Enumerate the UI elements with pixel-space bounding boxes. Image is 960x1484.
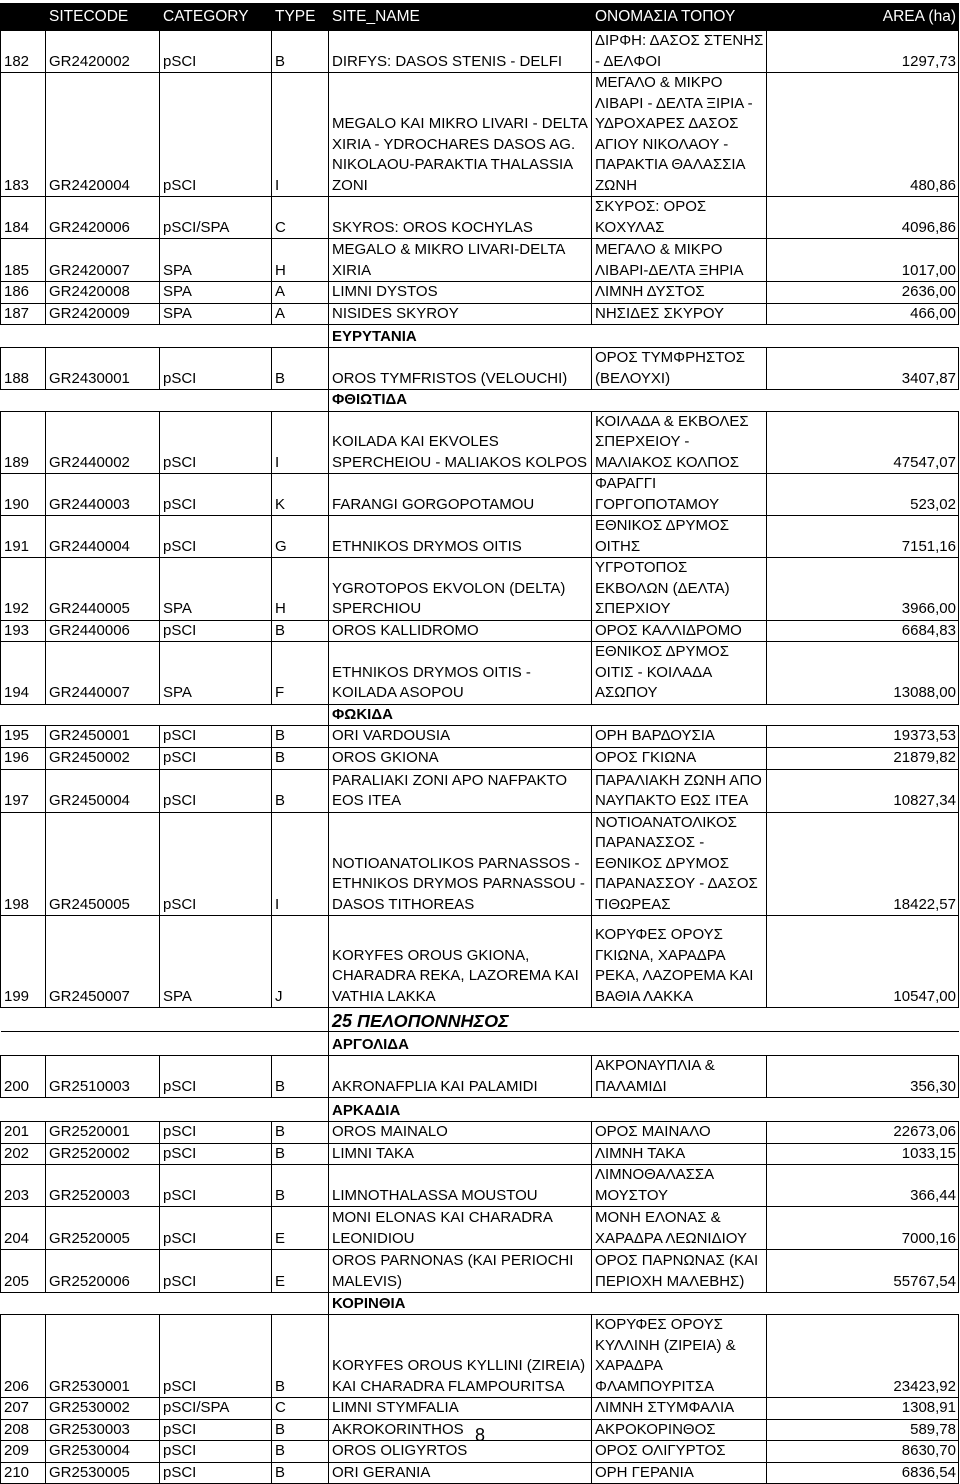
region-spacer [1,1293,329,1315]
type-cell: B [272,348,329,390]
table-row [1,1122,959,1144]
row-number: 205 [1,1250,46,1293]
site-name-cell: NISIDES SKYROY [329,303,592,325]
site-name-cell: KORYFES OROUS KYLLINI (ZIREIA) KAI CHARADRA FLAMPOURITSA [329,1315,592,1398]
category-cell: SPA [160,282,272,304]
header-onomasia: ΟΝΟΜΑΣΙΑ ΤΟΠΟΥ [592,4,767,31]
site-name-cell: OROS KALLIDROMO [329,620,592,642]
onomasia-cell: ΝΟΤΙΟΑΝΑΤΟΛΙΚΟΣ ΠΑΡΑΝΑΣΣΟΣ - ΕΘΝΙΚΟΣ ΔΡΥΜΟΣ ΠΑΡΑΝΑΣΣΟΥ - ΔΑΣΟΣ ΤΙΘΩΡΕΑΣ [592,812,767,916]
type-cell: I [272,812,329,916]
type-cell: B [272,1056,329,1098]
sitecode-cell: GR2530001 [46,1315,160,1398]
area-cell: 10547,00 [767,916,959,1008]
row-number: 206 [1,1315,46,1398]
sitecode-cell: GR2420002 [46,31,160,73]
area-cell: 21879,82 [767,747,959,769]
region-heading: ΦΩΚΙΔΑ [329,704,959,726]
type-cell: H [272,239,329,282]
area-cell: 1017,00 [767,239,959,282]
site-name-cell: OROS MAINALO [329,1122,592,1144]
site-name-cell: MONI ELONAS KAI CHARADRA LEONIDIOU [329,1207,592,1250]
row-number: 191 [1,516,46,558]
table-row [1,474,959,516]
type-cell: E [272,1207,329,1250]
onomasia-cell: ΚΟΡΥΦΕΣ ΟΡΟΥΣ ΚΥΛΛΙΝΗ (ΖΙΡΕΙΑ) & ΧΑΡΑΔΡΑ ΦΛΑΜΠΟΥΡΙΤΣΑ [592,1315,767,1398]
onomasia-cell: ΚΟΙΛΑΔΑ & ΕΚΒΟΛΕΣ ΣΠΕΡΧΕΙΟΥ - ΜΑΛΙΑΚΟΣ ΚΟΛΠΟΣ [592,411,767,474]
onomasia-cell: ΜΕΓΑΛΟ & ΜΙΚΡΟ ΛΙΒΑΡΙ-ΔΕΛΤΑ ΞΗΡΙΑ [592,239,767,282]
row-number: 202 [1,1143,46,1165]
area-cell: 7151,16 [767,516,959,558]
row-number: 183 [1,73,46,197]
region-spacer [1,704,329,726]
site-name-cell: OROS TYMFRISTOS (VELOUCHI) [329,348,592,390]
area-cell: 18422,57 [767,812,959,916]
region-heading-row [1,1032,959,1056]
onomasia-cell: ΛΙΜΝΟΘΑΛΑΣΣΑ ΜΟΥΣΤΟΥ [592,1165,767,1207]
onomasia-cell: ΟΡΗ ΒΑΡΔΟΥΣΙΑ [592,726,767,748]
row-number: 182 [1,31,46,73]
site-name-cell: SKYROS: OROS KOCHYLAS [329,197,592,239]
area-cell: 589,78 [767,1419,959,1441]
site-name-cell: MEGALO & MIKRO LIVARI-DELTA XIRIA [329,239,592,282]
table-row [1,1250,959,1293]
area-cell: 3407,87 [767,348,959,390]
row-number: 190 [1,474,46,516]
type-cell: B [272,1122,329,1144]
row-number: 186 [1,282,46,304]
table-row [1,348,959,390]
section-heading: 25 ΠΕΛΟΠΟΝΝΗΣΟΣ [329,1008,959,1032]
table-row [1,303,959,325]
category-cell: pSCI [160,747,272,769]
header-sitecode: SITECODE [46,4,160,31]
area-cell: 480,86 [767,73,959,197]
area-cell: 1297,73 [767,31,959,73]
site-name-cell: NOTIOANATOLIKOS PARNASSOS - ETHNIKOS DRYMOS PARNASSOU - DASOS TITHOREAS [329,812,592,916]
sitecode-cell: GR2520001 [46,1122,160,1144]
category-cell: pSCI [160,1207,272,1250]
category-cell: SPA [160,642,272,705]
sitecode-cell: GR2530005 [46,1462,160,1484]
category-cell: SPA [160,303,272,325]
type-cell: C [272,1398,329,1420]
site-name-cell: AKROKORINTHOS [329,1419,592,1441]
table-row [1,1462,959,1484]
region-heading: ΑΡΚΑΔΙΑ [329,1098,959,1122]
onomasia-cell: ΟΡΟΣ ΤΥΜΦΡΗΣΤΟΣ (ΒΕΛΟΥΧΙ) [592,348,767,390]
area-cell: 19373,53 [767,726,959,748]
category-cell: pSCI [160,812,272,916]
site-name-cell: ETHNIKOS DRYMOS OITIS - KOILADA ASOPOU [329,642,592,705]
area-cell: 356,30 [767,1056,959,1098]
header-type: TYPE [272,4,329,31]
sitecode-cell: GR2520002 [46,1143,160,1165]
site-name-cell: KORYFES OROUS GKIONA, CHARADRA REKA, LAZOREMA KAI VATHIA LAKKA [329,916,592,1008]
onomasia-cell: ΜΕΓΑΛΟ & ΜΙΚΡΟ ΛΙΒΑΡΙ - ΔΕΛΤΑ ΞΙΡΙΑ - ΥΔΡΟΧΑΡΕΣ ΔΑΣΟΣ ΑΓΙΟΥ ΝΙΚΟΛΑΟΥ - ΠΑΡΑΚΤΙΑ ΘΑΛΑΣΣΙΑ ΖΩΝΗ [592,73,767,197]
sitecode-cell: GR2430001 [46,348,160,390]
sitecode-cell: GR2450004 [46,769,160,812]
area-cell: 3966,00 [767,558,959,621]
onomasia-cell: ΛΙΜΝΗ ΔΥΣΤΟΣ [592,282,767,304]
table-row [1,1207,959,1250]
type-cell: B [272,1419,329,1441]
site-name-cell: ETHNIKOS DRYMOS OITIS [329,516,592,558]
category-cell: pSCI [160,516,272,558]
area-cell: 7000,16 [767,1207,959,1250]
area-cell: 1308,91 [767,1398,959,1420]
table-row [1,1398,959,1420]
table-body [1,31,959,1484]
onomasia-cell: ΟΡΟΣ ΜΑΙΝΑΛΟ [592,1122,767,1144]
area-cell: 8630,70 [767,1441,959,1463]
onomasia-cell: ΑΚΡΟΚΟΡΙΝΘΟΣ [592,1419,767,1441]
table-row [1,1143,959,1165]
onomasia-cell: ΠΑΡΑΛΙΑΚΗ ΖΩΝΗ ΑΠΟ ΝΑΥΠΑΚΤΟ ΕΩΣ ΙΤΕΑ [592,769,767,812]
row-number: 189 [1,411,46,474]
sitecode-cell: GR2440004 [46,516,160,558]
category-cell: pSCI [160,411,272,474]
onomasia-cell: ΥΓΡΟΤΟΠΟΣ ΕΚΒΟΛΩΝ (ΔΕΛΤΑ) ΣΠΕΡΧΙΟΥ [592,558,767,621]
category-cell: pSCI [160,1165,272,1207]
table-row [1,1056,959,1098]
row-number: 203 [1,1165,46,1207]
onomasia-cell: ΟΡΟΣ ΠΑΡΝΩΝΑΣ (ΚΑΙ ΠΕΡΙΟΧΗ ΜΑΛΕΒΗΣ) [592,1250,767,1293]
category-cell: pSCI [160,31,272,73]
row-number: 193 [1,620,46,642]
region-heading: ΕΥΡΥΤΑΝΙΑ [329,325,959,348]
row-number: 209 [1,1441,46,1463]
table-row [1,812,959,916]
header-area: AREA (ha) [767,4,959,31]
sitecode-cell: GR2420004 [46,73,160,197]
header-site-name: SITE_NAME [329,4,592,31]
sitecode-cell: GR2420008 [46,282,160,304]
area-cell: 22673,06 [767,1122,959,1144]
region-heading-row [1,1293,959,1315]
region-spacer [1,1032,329,1056]
type-cell: C [272,197,329,239]
area-cell: 1033,15 [767,1143,959,1165]
sitecode-cell: GR2450007 [46,916,160,1008]
area-cell: 6684,83 [767,620,959,642]
category-cell: pSCI [160,1315,272,1398]
row-number: 194 [1,642,46,705]
site-name-cell: MEGALO KAI MIKRO LIVARI - DELTA XIRIA - YDROCHARES DASOS AG. NIKOLAOU-PARAKTIA THALASSIA ZONI [329,73,592,197]
table-row [1,516,959,558]
onomasia-cell: ΣΚΥΡΟΣ: ΟΡΟΣ ΚΟΧΥΛΑΣ [592,197,767,239]
category-cell: pSCI [160,1143,272,1165]
category-cell: pSCI [160,1419,272,1441]
type-cell: E [272,1250,329,1293]
table-header [1,4,959,31]
header-category: CATEGORY [160,4,272,31]
sitecode-cell: GR2440006 [46,620,160,642]
table-row [1,916,959,1008]
site-name-cell: LIMNI TAKA [329,1143,592,1165]
table-row [1,642,959,705]
site-name-cell: PARALIAKI ZONI APO NAFPAKTO EOS ITEA [329,769,592,812]
sitecode-cell: GR2440003 [46,474,160,516]
table-row [1,747,959,769]
site-name-cell: OROS PARNONAS (KAI PERIOCHI MALEVIS) [329,1250,592,1293]
row-number: 195 [1,726,46,748]
table-row [1,1315,959,1398]
table-row [1,1165,959,1207]
category-cell: pSCI [160,73,272,197]
site-name-cell: OROS GKIONA [329,747,592,769]
row-number: 196 [1,747,46,769]
site-name-cell: AKRONAFPLIA KAI PALAMIDI [329,1056,592,1098]
type-cell: B [272,1441,329,1463]
type-cell: A [272,282,329,304]
site-name-cell: DIRFYS: DASOS STENIS - DELFI [329,31,592,73]
row-number: 184 [1,197,46,239]
region-heading-row [1,704,959,726]
area-cell: 55767,54 [767,1250,959,1293]
onomasia-cell: ΜΟΝΗ ΕΛΟΝΑΣ & ΧΑΡΑΔΡΑ ΛΕΩΝΙΔΙΟΥ [592,1207,767,1250]
sitecode-cell: GR2440007 [46,642,160,705]
type-cell: H [272,558,329,621]
type-cell: B [272,620,329,642]
category-cell: pSCI [160,1056,272,1098]
site-name-cell: ORI GERANIA [329,1462,592,1484]
onomasia-cell: ΚΟΡΥΦΕΣ ΟΡΟΥΣ ΓΚΙΩΝΑ, ΧΑΡΑΔΡΑ ΡΕΚΑ, ΛΑΖΟΡΕΜΑ ΚΑΙ ΒΑΘΙΑ ΛΑΚΚΑ [592,916,767,1008]
sitecode-cell: GR2510003 [46,1056,160,1098]
table-row [1,239,959,282]
area-cell: 523,02 [767,474,959,516]
category-cell: SPA [160,558,272,621]
area-cell: 23423,92 [767,1315,959,1398]
category-cell: pSCI [160,1250,272,1293]
sites-table [0,3,959,1484]
table-row [1,411,959,474]
onomasia-cell: ΛΙΜΝΗ ΤΑΚΑ [592,1143,767,1165]
region-heading-row [1,1098,959,1122]
category-cell: pSCI [160,1122,272,1144]
category-cell: SPA [160,916,272,1008]
onomasia-cell: ΕΘΝΙΚΟΣ ΔΡΥΜΟΣ ΟΙΤΙΣ - ΚΟΙΛΑΔΑ ΑΣΩΠΟΥ [592,642,767,705]
row-number: 204 [1,1207,46,1250]
site-name-cell: LIMNI DYSTOS [329,282,592,304]
onomasia-cell: ΛΙΜΝΗ ΣΤΥΜΦΑΛΙΑ [592,1398,767,1420]
row-number: 187 [1,303,46,325]
area-cell: 6836,54 [767,1462,959,1484]
category-cell: pSCI/SPA [160,197,272,239]
table-row [1,726,959,748]
row-number: 200 [1,1056,46,1098]
onomasia-cell: ΦΑΡΑΓΓΙ ΓΟΡΓΟΠΟΤΑΜΟΥ [592,474,767,516]
region-spacer [1,390,329,412]
sitecode-cell: GR2520006 [46,1250,160,1293]
category-cell: pSCI [160,348,272,390]
region-heading: ΦΘΙΩΤΙΔΑ [329,390,959,412]
category-cell: pSCI [160,620,272,642]
site-name-cell: ORI VARDOUSIA [329,726,592,748]
table-row [1,31,959,73]
type-cell: G [272,516,329,558]
sitecode-cell: GR2450002 [46,747,160,769]
sitecode-cell: GR2440002 [46,411,160,474]
type-cell: B [272,726,329,748]
region-heading: ΚΟΡΙΝΘΙΑ [329,1293,959,1315]
onomasia-cell: ΝΗΣΙΔΕΣ ΣΚΥΡΟΥ [592,303,767,325]
type-cell: B [272,747,329,769]
onomasia-cell: ΟΡΗ ΓΕΡΑΝΙΑ [592,1462,767,1484]
section-heading-row [1,1008,959,1032]
area-cell: 366,44 [767,1165,959,1207]
sitecode-cell: GR2530003 [46,1419,160,1441]
region-spacer [1,325,329,348]
row-number: 185 [1,239,46,282]
table-row [1,558,959,621]
onomasia-cell: ΑΚΡΟΝΑΥΠΛΙΑ & ΠΑΛΑΜΙΔΙ [592,1056,767,1098]
type-cell: B [272,1462,329,1484]
area-cell: 13088,00 [767,642,959,705]
type-cell: B [272,1143,329,1165]
category-cell: pSCI [160,1441,272,1463]
type-cell: K [272,474,329,516]
sitecode-cell: GR2450005 [46,812,160,916]
sitecode-cell: GR2520003 [46,1165,160,1207]
category-cell: SPA [160,239,272,282]
region-heading-row [1,390,959,412]
site-name-cell: OROS OLIGYRTOS [329,1441,592,1463]
area-cell: 47547,07 [767,411,959,474]
sitecode-cell: GR2450001 [46,726,160,748]
sitecode-cell: GR2420007 [46,239,160,282]
site-name-cell: YGROTOPOS EKVOLON (DELTA) SPERCHIOU [329,558,592,621]
sitecode-cell: GR2530002 [46,1398,160,1420]
row-number: 199 [1,916,46,1008]
type-cell: F [272,642,329,705]
onomasia-cell: ΕΘΝΙΚΟΣ ΔΡΥΜΟΣ ΟΙΤΗΣ [592,516,767,558]
row-number: 188 [1,348,46,390]
row-number: 198 [1,812,46,916]
type-cell: J [272,916,329,1008]
row-number: 201 [1,1122,46,1144]
type-cell: B [272,31,329,73]
table-row [1,282,959,304]
area-cell: 4096,86 [767,197,959,239]
row-number: 208 [1,1419,46,1441]
type-cell: I [272,411,329,474]
category-cell: pSCI [160,769,272,812]
area-cell: 2636,00 [767,282,959,304]
type-cell: B [272,1315,329,1398]
row-number: 197 [1,769,46,812]
row-number: 207 [1,1398,46,1420]
category-cell: pSCI [160,474,272,516]
category-cell: pSCI [160,726,272,748]
sitecode-cell: GR2420006 [46,197,160,239]
row-number: 192 [1,558,46,621]
region-heading: ΑΡΓΟΛΙΔΑ [329,1032,959,1056]
sitecode-cell: GR2440005 [46,558,160,621]
table-row [1,73,959,197]
region-spacer [1,1008,329,1032]
table-row [1,769,959,812]
site-name-cell: LIMNI STYMFALIA [329,1398,592,1420]
region-spacer [1,1098,329,1122]
sitecode-cell: GR2530004 [46,1441,160,1463]
area-cell: 466,00 [767,303,959,325]
type-cell: B [272,769,329,812]
table-row [1,197,959,239]
type-cell: I [272,73,329,197]
sitecode-cell: GR2520005 [46,1207,160,1250]
onomasia-cell: ΟΡΟΣ ΚΑΛΛΙΔΡΟΜΟ [592,620,767,642]
type-cell: B [272,1165,329,1207]
region-heading-row [1,325,959,348]
area-cell: 10827,34 [767,769,959,812]
onomasia-cell: ΔΙΡΦΗ: ΔΑΣΟΣ ΣΤΕΝΗΣ - ΔΕΛΦΟΙ [592,31,767,73]
site-name-cell: FARANGI GORGOPOTAMOU [329,474,592,516]
site-name-cell: LIMNOTHALASSA MOUSTOU [329,1165,592,1207]
category-cell: pSCI [160,1462,272,1484]
onomasia-cell: ΟΡΟΣ ΓΚΙΩΝΑ [592,747,767,769]
header-number [1,4,46,31]
category-cell: pSCI/SPA [160,1398,272,1420]
onomasia-cell: ΟΡΟΣ ΟΛΙΓΥΡΤΟΣ [592,1441,767,1463]
table-row [1,620,959,642]
sitecode-cell: GR2420009 [46,303,160,325]
page-number: 8 [474,1425,485,1445]
type-cell: A [272,303,329,325]
site-name-cell: KOILADA KAI EKVOLES SPERCHEIOU - MALIAKOS KOLPOS [329,411,592,474]
row-number: 210 [1,1462,46,1484]
